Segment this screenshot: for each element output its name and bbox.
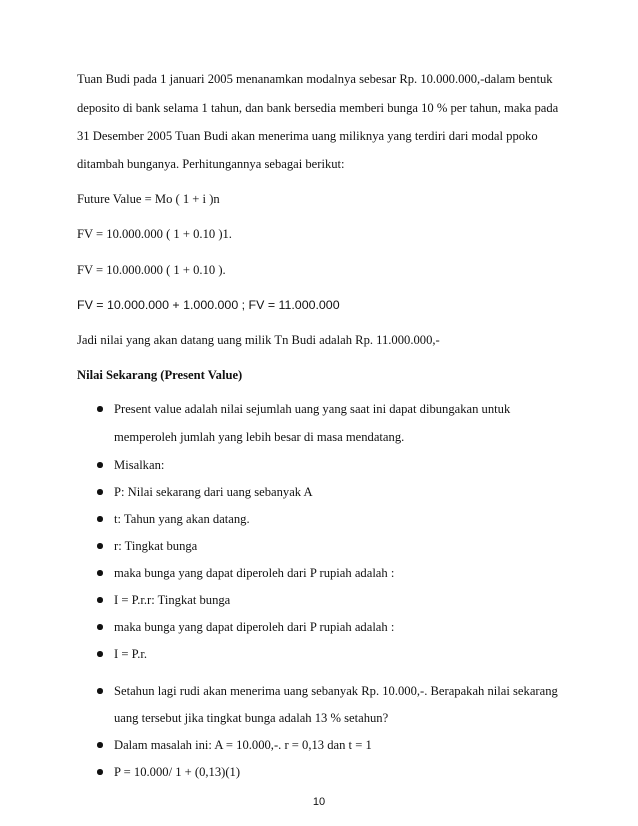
formula-fv-step-1: FV = 10.000.000 ( 1 + 0.10 )1. bbox=[77, 227, 232, 241]
bullet-icon bbox=[97, 484, 105, 500]
bullet-icon bbox=[97, 511, 105, 527]
paragraph-line-3: 31 Desember 2005 Tuan Budi akan menerima uang miliknya yang terdiri dari modal ppoko bbox=[77, 129, 538, 143]
bullet-icon bbox=[97, 764, 105, 780]
list-item-p-calculation: P = 10.000/ 1 + (0,13)(1) bbox=[114, 765, 241, 779]
list-item-p-definition: P: Nilai sekarang dari uang sebanyak A bbox=[114, 485, 313, 499]
list-item-bunga-statement-1: maka bunga yang dapat diperoleh dari P rupiah adalah : bbox=[114, 566, 395, 580]
list-item-t-definition: t: Tahun yang akan datang. bbox=[114, 512, 250, 526]
paragraph-line-4: ditambah bunganya. Perhitungannya sebagai berikut: bbox=[77, 157, 345, 171]
list-item-present-value-line-1: Present value adalah nilai sejumlah uang yang saat ini dapat dibungakan untuk bbox=[114, 402, 511, 416]
list-item-example-line-1: Setahun lagi rudi akan menerima uang sebanyak Rp. 10.000,-. Berapakah nilai sekarang bbox=[114, 684, 558, 698]
bullet-icon bbox=[97, 646, 105, 662]
paragraph-line-2: deposito di bank selama 1 tahun, dan bank bersedia memberi bunga 10 % per tahun, maka pada bbox=[77, 101, 559, 115]
list-item-present-value-line-2: memperoleh jumlah yang lebih besar di masa mendatang. bbox=[114, 430, 405, 444]
list-item-i-formula-2: I = P.r. bbox=[114, 647, 147, 661]
page-number: 10 bbox=[312, 796, 326, 808]
list-item-bunga-statement-2: maka bunga yang dapat diperoleh dari P rupiah adalah : bbox=[114, 620, 395, 634]
bullet-icon bbox=[97, 457, 105, 473]
list-item-misalkan: Misalkan: bbox=[114, 458, 165, 472]
list-item-example-line-2: uang tersebut jika tingkat bunga adalah 13 % setahun? bbox=[114, 711, 389, 725]
bullet-icon bbox=[97, 683, 105, 699]
list-item-r-definition: r: Tingkat bunga bbox=[114, 539, 198, 553]
section-heading: Nilai Sekarang (Present Value) bbox=[77, 368, 243, 382]
paragraph-line-1: Tuan Budi pada 1 januari 2005 menanamkan modalnya sebesar Rp. 10.000.000,-dalam bentuk bbox=[77, 72, 553, 86]
bullet-icon bbox=[97, 592, 105, 608]
list-item-i-formula-1: I = P.r.r: Tingkat bunga bbox=[114, 593, 231, 607]
bullet-icon bbox=[97, 538, 105, 554]
bullet-icon bbox=[97, 565, 105, 581]
conclusion-text: Jadi nilai yang akan datang uang milik Tn Budi adalah Rp. 11.000.000,- bbox=[77, 333, 440, 347]
formula-future-value: Future Value = Mo ( 1 + i )n bbox=[77, 192, 220, 206]
bullet-icon bbox=[97, 401, 105, 417]
formula-fv-result: FV = 10.000.000 + 1.000.000 ; FV = 11.000.000 bbox=[77, 298, 340, 312]
formula-fv-step-2: FV = 10.000.000 ( 1 + 0.10 ). bbox=[77, 263, 226, 277]
bullet-icon bbox=[97, 619, 105, 635]
bullet-icon bbox=[97, 737, 105, 753]
list-item-dalam-masalah: Dalam masalah ini: A = 10.000,-. r = 0,13 dan t = 1 bbox=[114, 738, 372, 752]
